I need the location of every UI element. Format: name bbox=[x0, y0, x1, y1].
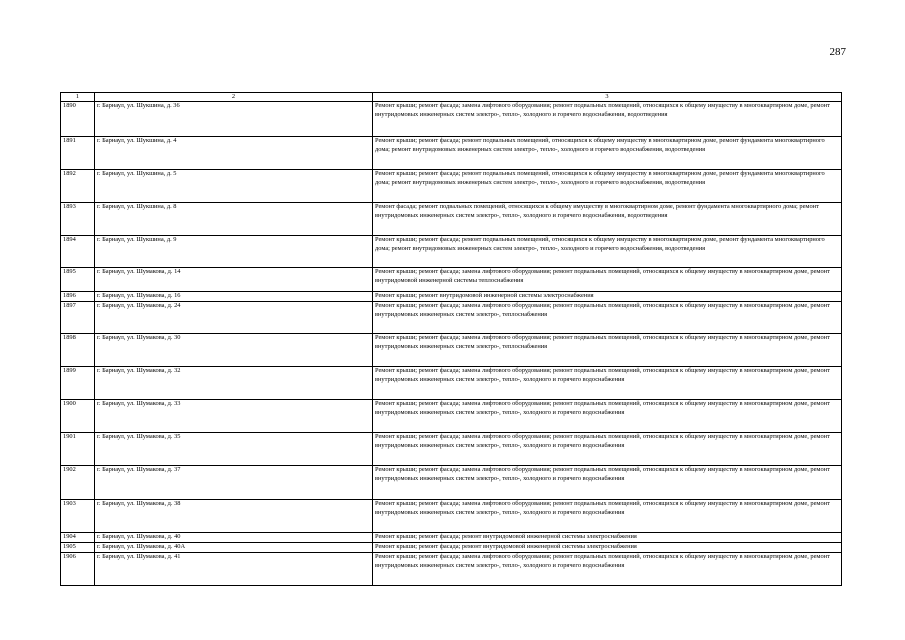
row-address: г. Барнаул, ул. Шукшина, д. 8 bbox=[95, 203, 373, 236]
table-row bbox=[61, 367, 842, 400]
row-address: г. Барнаул, ул. Шумакова, д. 14 bbox=[95, 268, 373, 292]
row-number: 1902 bbox=[61, 466, 95, 500]
row-number: 1899 bbox=[61, 367, 95, 400]
table-row bbox=[61, 533, 842, 543]
row-works: Ремонт крыши; ремонт фасада; замена лифтового оборудования; ремонт подвальных помещений, относящихся к общему имуществу в многоквартирном доме, ремонт внутридомовых инженерных систем электро-, теплоснабжения bbox=[373, 334, 842, 367]
row-address: г. Барнаул, ул. Шукшина, д. 36 bbox=[95, 102, 373, 137]
row-address: г. Барнаул, ул. Шумакова, д. 35 bbox=[95, 433, 373, 466]
row-works: Ремонт крыши; ремонт фасада; ремонт внутридомовой инженерной системы электроснабжения bbox=[373, 543, 842, 553]
table-row bbox=[61, 203, 842, 236]
table-row bbox=[61, 334, 842, 367]
row-address: г. Барнаул, ул. Шукшина, д. 9 bbox=[95, 236, 373, 268]
row-works: Ремонт крыши; ремонт фасада; ремонт подвальных помещений, относящихся к общему имуществу в многоквартирном доме, ремонт фундамента многоквартирного дома; ремонт внутридомовых инженерных систем электро-, тепло-, холодного и горячего водоснабжения, водоотведения bbox=[373, 137, 842, 170]
table-row bbox=[61, 433, 842, 466]
table-row bbox=[61, 302, 842, 334]
row-works: Ремонт фасада; ремонт подвальных помещений, относящихся к общему имуществу в многоквартирном доме, ремонт фундамента многоквартирного дома; ремонт внутридомовых инженерных систем электро-, тепло-, холодного и горячего водоснабжения, водоотведения bbox=[373, 203, 842, 236]
row-works: Ремонт крыши; ремонт фасада; замена лифтового оборудования; ремонт подвальных помещений, относящихся к общему имуществу в многоквартирном доме, ремонт внутридомовых инженерных систем электро-, тепло-, холодного и горячего водоснабжения bbox=[373, 553, 842, 586]
row-address: г. Барнаул, ул. Шумакова, д. 38 bbox=[95, 500, 373, 533]
table-row bbox=[61, 170, 842, 203]
table-row bbox=[61, 543, 842, 553]
table-row bbox=[61, 236, 842, 268]
table-row bbox=[61, 500, 842, 533]
row-number: 1903 bbox=[61, 500, 95, 533]
header-col-2: 2 bbox=[95, 93, 373, 102]
row-number: 1901 bbox=[61, 433, 95, 466]
row-works: Ремонт крыши; ремонт фасада; замена лифтового оборудования; ремонт подвальных помещений, относящихся к общему имуществу в многоквартирном доме, ремонт внутридомовых инженерных систем электро-, тепло-, холодного и горячего водоснабжения bbox=[373, 367, 842, 400]
table-row bbox=[61, 400, 842, 433]
header-row bbox=[61, 93, 842, 102]
row-address: г. Барнаул, ул. Шумакова, д. 40 bbox=[95, 533, 373, 543]
row-address: г. Барнаул, ул. Шумакова, д. 32 bbox=[95, 367, 373, 400]
row-number: 1891 bbox=[61, 137, 95, 170]
table-row bbox=[61, 137, 842, 170]
row-number: 1906 bbox=[61, 553, 95, 586]
row-number: 1895 bbox=[61, 268, 95, 292]
repair-registry-table bbox=[60, 92, 842, 586]
row-number: 1904 bbox=[61, 533, 95, 543]
row-works: Ремонт крыши; ремонт фасада; замена лифтового оборудования; ремонт подвальных помещений, относящихся к общему имуществу в многоквартирном доме, ремонт внутридомовых инженерных систем электро-, тепло-, холодного и горячего водоснабжения bbox=[373, 500, 842, 533]
row-number: 1898 bbox=[61, 334, 95, 367]
row-address: г. Барнаул, ул. Шумакова, д. 33 bbox=[95, 400, 373, 433]
row-address: г. Барнаул, ул. Шукшина, д. 5 bbox=[95, 170, 373, 203]
row-works: Ремонт крыши; ремонт фасада; ремонт внутридомовой инженерной системы электроснабжения bbox=[373, 533, 842, 543]
row-works: Ремонт крыши; ремонт фасада; замена лифтового оборудования; ремонт подвальных помещений, относящихся к общему имуществу в многоквартирном доме, ремонт внутридомовых инженерных систем электро-, тепло-, холодного и горячего водоснабжения bbox=[373, 400, 842, 433]
row-number: 1905 bbox=[61, 543, 95, 553]
row-address: г. Барнаул, ул. Шумакова, д. 24 bbox=[95, 302, 373, 334]
row-works: Ремонт крыши; ремонт фасада; замена лифтового оборудования; ремонт подвальных помещений, относящихся к общему имуществу в многоквартирном доме, ремонт внутридомовых инженерных систем электро-, теплоснабжения bbox=[373, 302, 842, 334]
row-works: Ремонт крыши; ремонт фасада; замена лифтового оборудования; ремонт подвальных помещений, относящихся к общему имуществу в многоквартирном доме, ремонт внутридомовой инженерной системы теплоснабжения bbox=[373, 268, 842, 292]
row-number: 1900 bbox=[61, 400, 95, 433]
page-number: 287 bbox=[829, 46, 846, 58]
row-number: 1890 bbox=[61, 102, 95, 137]
row-address: г. Барнаул, ул. Шумакова, д. 41 bbox=[95, 553, 373, 586]
table-row bbox=[61, 292, 842, 302]
header-col-1: 1 bbox=[61, 93, 95, 102]
row-works: Ремонт крыши; ремонт фасада; замена лифтового оборудования; ремонт подвальных помещений, относящихся к общему имуществу в многоквартирном доме, ремонт внутридомовых инженерных систем электро-, тепло-, холодного и горячего водоснабжения bbox=[373, 433, 842, 466]
row-address: г. Барнаул, ул. Шумакова, д. 30 bbox=[95, 334, 373, 367]
row-number: 1894 bbox=[61, 236, 95, 268]
row-address: г. Барнаул, ул. Шумакова, д. 40А bbox=[95, 543, 373, 553]
row-number: 1896 bbox=[61, 292, 95, 302]
row-address: г. Барнаул, ул. Шукшина, д. 4 bbox=[95, 137, 373, 170]
table-row bbox=[61, 553, 842, 586]
row-address: г. Барнаул, ул. Шумакова, д. 16 bbox=[95, 292, 373, 302]
table-row bbox=[61, 466, 842, 500]
row-number: 1892 bbox=[61, 170, 95, 203]
table-row bbox=[61, 268, 842, 292]
row-works: Ремонт крыши; ремонт фасада; замена лифтового оборудования; ремонт подвальных помещений, относящихся к общему имуществу в многоквартирном доме, ремонт внутридомовых инженерных систем электро-, тепло-, холодного и горячего водоснабжения, водоотведения bbox=[373, 102, 842, 137]
row-works: Ремонт крыши; ремонт фасада; ремонт подвальных помещений, относящихся к общему имуществу в многоквартирном доме, ремонт фундамента многоквартирного дома; ремонт внутридомовых инженерных систем электро-, тепло-, холодного и горячего водоснабжения, водоотведения bbox=[373, 170, 842, 203]
row-number: 1897 bbox=[61, 302, 95, 334]
header-col-3: 3 bbox=[373, 93, 842, 102]
table-row bbox=[61, 102, 842, 137]
row-works: Ремонт крыши; ремонт фасада; ремонт подвальных помещений, относящихся к общему имуществу в многоквартирном доме, ремонт фундамента многоквартирного дома; ремонт внутридомовых инженерных систем электро-, тепло-, холодного и горячего водоснабжения, водоотведения bbox=[373, 236, 842, 268]
row-number: 1893 bbox=[61, 203, 95, 236]
row-address: г. Барнаул, ул. Шумакова, д. 37 bbox=[95, 466, 373, 500]
row-works: Ремонт крыши; ремонт фасада; замена лифтового оборудования; ремонт подвальных помещений, относящихся к общему имуществу в многоквартирном доме, ремонт внутридомовых инженерных систем электро-, тепло-, холодного и горячего водоснабжения bbox=[373, 466, 842, 500]
row-works: Ремонт крыши; ремонт внутридомовой инженерной системы электроснабжения bbox=[373, 292, 842, 302]
